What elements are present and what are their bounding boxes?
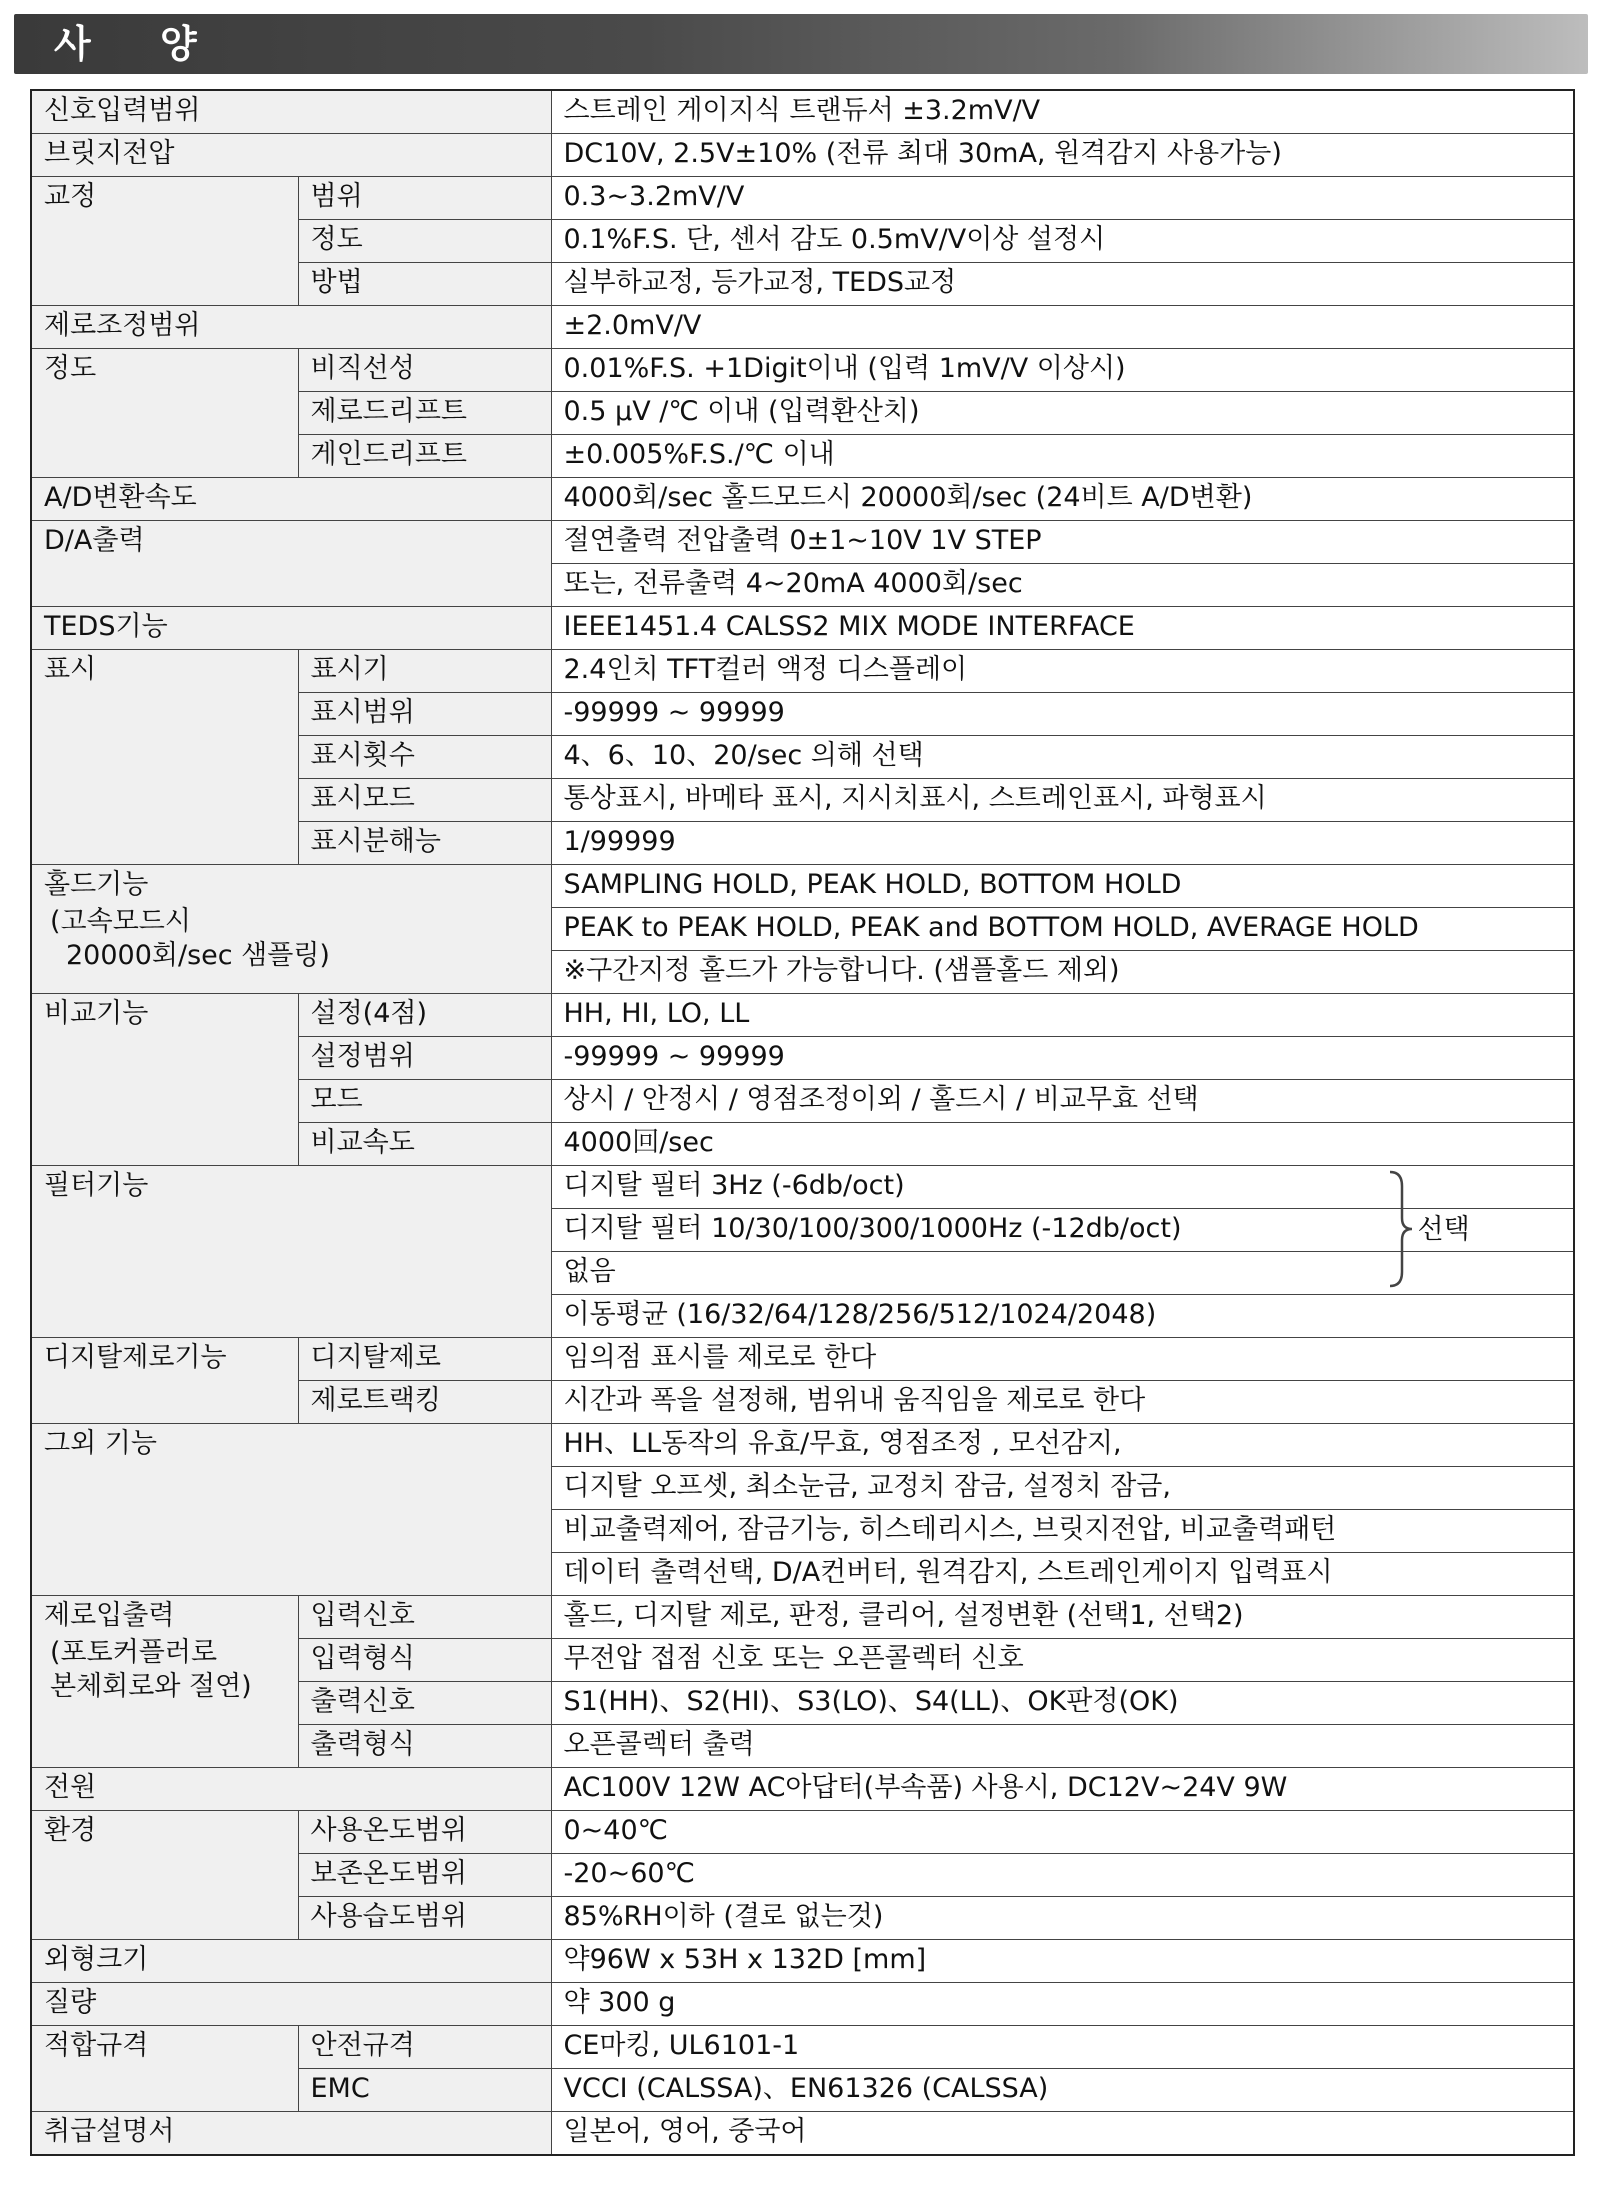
row-sublabel: 사용온도범위 bbox=[298, 1811, 551, 1854]
row-value: 오픈콜렉터 출력 bbox=[551, 1725, 1574, 1768]
row-value: 상시 / 안정시 / 영점조정이외 / 홀드시 / 비교무효 선택 bbox=[551, 1080, 1574, 1123]
row-label: 교정 bbox=[31, 177, 298, 306]
table-row bbox=[31, 1768, 1574, 1811]
row-value: 0.01%F.S. +1Digit이내 (입력 1mV/V 이상시) bbox=[551, 349, 1574, 392]
row-sublabel: 출력형식 bbox=[298, 1725, 551, 1768]
row-value: 2.4인치 TFT컬러 액정 디스플레이 bbox=[551, 650, 1574, 693]
row-value: ±2.0mV/V bbox=[551, 306, 1574, 349]
row-value: 디지탈 필터 10/30/100/300/1000Hz (-12db/oct) bbox=[551, 1209, 1574, 1252]
table-row bbox=[31, 607, 1574, 650]
row-label: 그외 기능 bbox=[31, 1424, 551, 1596]
row-label: 디지탈제로기능 bbox=[31, 1338, 298, 1424]
row-sublabel: 디지탈제로 bbox=[298, 1338, 551, 1381]
row-value: -99999 ~ 99999 bbox=[551, 693, 1574, 736]
filter-select-label: 선택 bbox=[1417, 1214, 1470, 1245]
row-value: 임의점 표시를 제로로 한다 bbox=[551, 1338, 1574, 1381]
row-label: TEDS기능 bbox=[31, 607, 551, 650]
row-sublabel: 표시분해능 bbox=[298, 822, 551, 865]
row-value: DC10V, 2.5V±10% (전류 최대 30mA, 원격감지 사용가능) bbox=[551, 134, 1574, 177]
row-value: VCCI (CALSSA)、EN61326 (CALSSA) bbox=[551, 2069, 1574, 2112]
table-row bbox=[31, 177, 1574, 220]
row-label: 비교기능 bbox=[31, 994, 298, 1166]
row-value: 85%RH이하 (결로 없는것) bbox=[551, 1897, 1574, 1940]
table-row bbox=[31, 1166, 1574, 1209]
row-label: 표시 bbox=[31, 650, 298, 865]
row-value: 또는, 전류출력 4~20mA 4000회/sec bbox=[551, 564, 1574, 607]
row-sublabel: 방법 bbox=[298, 263, 551, 306]
row-value: 스트레인 게이지식 트랜듀서 ±3.2mV/V bbox=[551, 90, 1574, 134]
row-label: 홀드기능 bbox=[44, 869, 149, 900]
row-label: 적합규격 bbox=[31, 2026, 298, 2112]
table-row bbox=[31, 521, 1574, 564]
row-label-note: (고속모드시 bbox=[50, 906, 191, 937]
row-value: PEAK to PEAK HOLD, PEAK and BOTTOM HOLD, AVERAGE HOLD bbox=[551, 908, 1574, 951]
table-row bbox=[31, 1338, 1574, 1381]
row-label: 취급설명서 bbox=[31, 2112, 551, 2156]
table-row bbox=[31, 865, 1574, 908]
row-label: 제로입출력 bbox=[44, 1600, 175, 1631]
row-sublabel: 범위 bbox=[298, 177, 551, 220]
row-label-io bbox=[31, 1596, 298, 1768]
row-sublabel: EMC bbox=[298, 2069, 551, 2112]
row-sublabel: 표시횟수 bbox=[298, 736, 551, 779]
row-sublabel: 정도 bbox=[298, 220, 551, 263]
table-row bbox=[31, 349, 1574, 392]
row-sublabel: 비직선성 bbox=[298, 349, 551, 392]
row-sublabel: 입력형식 bbox=[298, 1639, 551, 1682]
row-label-note: 20000회/sec 샘플링) bbox=[66, 940, 330, 971]
row-label: 신호입력범위 bbox=[31, 90, 551, 134]
table-row bbox=[31, 1424, 1574, 1467]
row-sublabel: 표시범위 bbox=[298, 693, 551, 736]
row-value: SAMPLING HOLD, PEAK HOLD, BOTTOM HOLD bbox=[551, 865, 1574, 908]
table-row bbox=[31, 478, 1574, 521]
row-sublabel: 제로드리프트 bbox=[298, 392, 551, 435]
row-value: IEEE1451.4 CALSS2 MIX MODE INTERFACE bbox=[551, 607, 1574, 650]
table-row bbox=[31, 1940, 1574, 1983]
row-value: CE마킹, UL6101-1 bbox=[551, 2026, 1574, 2069]
row-value: 0~40℃ bbox=[551, 1811, 1574, 1854]
row-label: 필터기능 bbox=[31, 1166, 551, 1338]
row-label: 질량 bbox=[31, 1983, 551, 2026]
row-sublabel: 제로트랙킹 bbox=[298, 1381, 551, 1424]
page-title: 사 양 bbox=[54, 22, 225, 66]
row-sublabel: 모드 bbox=[298, 1080, 551, 1123]
header-bar bbox=[14, 14, 1588, 74]
row-value: 0.5 μV /℃ 이내 (입력환산치) bbox=[551, 392, 1574, 435]
row-sublabel: 안전규격 bbox=[298, 2026, 551, 2069]
row-value: ※구간지정 홀드가 가능합니다. (샘플홀드 제외) bbox=[551, 951, 1574, 994]
row-label: 브릿지전압 bbox=[31, 134, 551, 177]
row-sublabel: 입력신호 bbox=[298, 1596, 551, 1639]
row-label: 환경 bbox=[31, 1811, 298, 1940]
table-row bbox=[31, 2112, 1574, 2156]
row-value: -99999 ~ 99999 bbox=[551, 1037, 1574, 1080]
row-value: 4000회/sec 홀드모드시 20000회/sec (24비트 A/D변환) bbox=[551, 478, 1574, 521]
row-sublabel: 비교속도 bbox=[298, 1123, 551, 1166]
row-value: 약96W x 53H x 132D [mm] bbox=[551, 1940, 1574, 1983]
row-value: 이동평균 (16/32/64/128/256/512/1024/2048) bbox=[551, 1295, 1574, 1338]
row-label-note: (포토커플러로 bbox=[50, 1637, 218, 1668]
row-sublabel: 보존온도범위 bbox=[298, 1854, 551, 1897]
row-value: 절연출력 전압출력 0±1~10V 1V STEP bbox=[551, 521, 1574, 564]
table-row bbox=[31, 306, 1574, 349]
row-value: 데이터 출력선택, D/A컨버터, 원격감지, 스트레인게이지 입력표시 bbox=[551, 1553, 1574, 1596]
row-value: 비교출력제어, 잠금기능, 히스테리시스, 브릿지전압, 비교출력패턴 bbox=[551, 1510, 1574, 1553]
table-row bbox=[31, 90, 1574, 134]
row-sublabel: 표시기 bbox=[298, 650, 551, 693]
row-value: -20~60℃ bbox=[551, 1854, 1574, 1897]
brace-icon bbox=[1388, 1170, 1414, 1288]
row-label-note: 본체회로와 절연) bbox=[50, 1671, 252, 1702]
row-value: 일본어, 영어, 중국어 bbox=[551, 2112, 1574, 2156]
row-value: 0.3~3.2mV/V bbox=[551, 177, 1574, 220]
row-sublabel: 설정(4점) bbox=[298, 994, 551, 1037]
row-label-hold bbox=[31, 865, 551, 994]
table-row bbox=[31, 994, 1574, 1037]
row-value: HH, HI, LO, LL bbox=[551, 994, 1574, 1037]
row-label: D/A출력 bbox=[31, 521, 551, 607]
table-row bbox=[31, 1811, 1574, 1854]
row-sublabel: 사용습도범위 bbox=[298, 1897, 551, 1940]
table-row bbox=[31, 134, 1574, 177]
row-value: HH、LL동작의 유효/무효, 영점조정 , 모선감지, bbox=[551, 1424, 1574, 1467]
row-label: 전원 bbox=[31, 1768, 551, 1811]
row-value: 실부하교정, 등가교정, TEDS교정 bbox=[551, 263, 1574, 306]
spec-table bbox=[30, 89, 1575, 2156]
row-value: 1/99999 bbox=[551, 822, 1574, 865]
row-label: 외형크기 bbox=[31, 1940, 551, 1983]
row-value: 디지탈 필터 3Hz (-6db/oct) bbox=[563, 1170, 905, 1201]
row-value: 4000回/sec bbox=[551, 1123, 1574, 1166]
row-value: 무전압 접점 신호 또는 오픈콜렉터 신호 bbox=[551, 1639, 1574, 1682]
table-row bbox=[31, 1983, 1574, 2026]
row-sublabel: 표시모드 bbox=[298, 779, 551, 822]
row-value: 0.1%F.S. 단, 센서 감도 0.5mV/V이상 설정시 bbox=[551, 220, 1574, 263]
row-value: AC100V 12W AC아답터(부속품) 사용시, DC12V~24V 9W bbox=[551, 1768, 1574, 1811]
row-value: S1(HH)、S2(HI)、S3(LO)、S4(LL)、OK판정(OK) bbox=[551, 1682, 1574, 1725]
row-label: 제로조정범위 bbox=[31, 306, 551, 349]
table-row bbox=[31, 650, 1574, 693]
row-value: 디지탈 오프셋, 최소눈금, 교정치 잠금, 설정치 잠금, bbox=[551, 1467, 1574, 1510]
row-sublabel: 설정범위 bbox=[298, 1037, 551, 1080]
row-value: ±0.005%F.S./℃ 이내 bbox=[551, 435, 1574, 478]
row-sublabel: 출력신호 bbox=[298, 1682, 551, 1725]
row-value: 통상표시, 바메타 표시, 지시치표시, 스트레인표시, 파형표시 bbox=[551, 779, 1574, 822]
row-value: 시간과 폭을 설정해, 범위내 움직임을 제로로 한다 bbox=[551, 1381, 1574, 1424]
row-sublabel: 게인드리프트 bbox=[298, 435, 551, 478]
row-value: 홀드, 디지탈 제로, 판정, 클리어, 설정변환 (선택1, 선택2) bbox=[551, 1596, 1574, 1639]
row-label: A/D변환속도 bbox=[31, 478, 551, 521]
table-row bbox=[31, 2026, 1574, 2069]
row-value: 4、6、10、20/sec 의해 선택 bbox=[551, 736, 1574, 779]
row-value: 약 300 g bbox=[551, 1983, 1574, 2026]
row-value: 없음 bbox=[551, 1252, 1574, 1295]
row-label: 정도 bbox=[31, 349, 298, 478]
table-row bbox=[31, 1596, 1574, 1639]
